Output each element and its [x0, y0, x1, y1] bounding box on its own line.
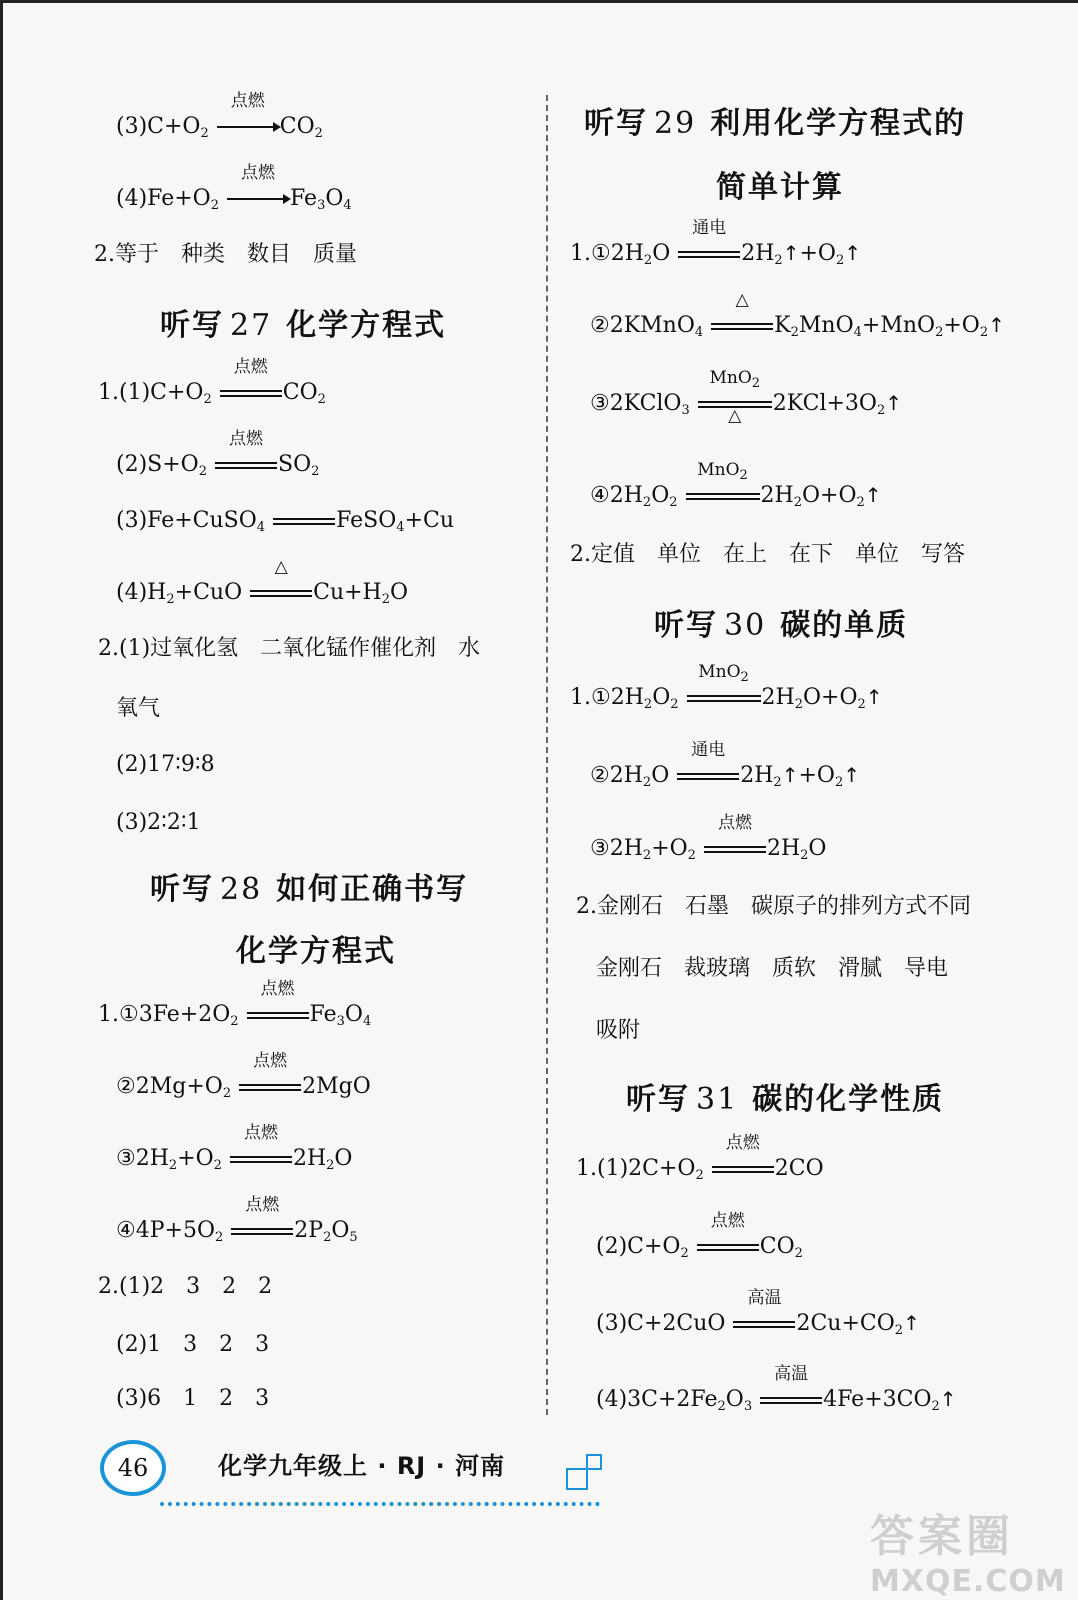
answer-line: (2)1 3 2 3	[116, 1332, 270, 1357]
equation-line: $1.①2H_2O$ 通电 $2H_2↑+O_2↑$	[570, 218, 861, 268]
answer-line: 氧气	[116, 696, 161, 721]
footer-dotted-line	[160, 1502, 600, 1506]
equation-line: $(2)C+O_2$ 点燃 $CO_2$	[596, 1211, 803, 1261]
equation-line: $1.①3Fe+2O_2$ 点燃 $Fe_3O_4$	[98, 979, 372, 1029]
section-heading-30: 听写 30 碳的单质	[654, 608, 909, 643]
page-number-badge	[100, 1440, 166, 1496]
equation-line: $1.①2H_2O_2$ MnO$_2$ $2H_2O+O_2↑$	[570, 662, 883, 712]
equation-line: $②2Mg+O_2$ 点燃 2MgO	[116, 1051, 371, 1101]
equation-line: $④4P+5O_2$ 点燃 $2P_2O_5$	[116, 1195, 358, 1245]
equation-line: (3)C+2CuO 高温 $2Cu+CO_2↑$	[596, 1288, 920, 1338]
watermark-line2: MXQE.COM	[870, 1564, 1066, 1599]
equation-line: $(4)3C+2Fe_2O_3$ 高温 $4Fe+3CO_2↑$	[596, 1364, 957, 1414]
equation-line: $(3)C+O_2$ 点燃 $CO_2$	[116, 91, 323, 141]
answer-line: 2.等于 种类 数目 质量	[94, 242, 357, 267]
answer-line: 2.(1)过氧化氢 二氧化锰作催化剂 水	[98, 636, 481, 661]
book-title: 化学九年级上 · RJ · 河南	[218, 1452, 506, 1480]
equation-line: $1.(1)2C+O_2$ 点燃 2CO	[576, 1133, 824, 1183]
equation-line: $③2H_2+O_2$ 点燃 $2H_2O$	[590, 813, 827, 863]
equation-line: $②2H_2O$ 通电 $2H_2↑+O_2↑$	[590, 740, 860, 790]
section-heading-28-line2: 化学方程式	[236, 934, 396, 969]
watermark-line1: 答案圈	[870, 1511, 1014, 1562]
equation-line: (3)Fe+CuSO$_4$ FeSO$_4$+Cu	[116, 508, 454, 535]
answer-line: 2.金刚石 石墨 碳原子的排列方式不同	[576, 894, 971, 919]
section-heading-27: 听写 27 化学方程式	[160, 308, 447, 343]
equation-line: $④2H_2O_2$ MnO$_2$ $2H_2O+O_2↑$	[590, 460, 882, 510]
equation-line: ②2KMnO$_4$ △ $K_2MnO_4+MnO_2+O_2↑$	[590, 290, 1005, 340]
answer-line: (3)6 1 2 3	[116, 1386, 270, 1411]
answer-line: 2.(1)2 3 2 2	[98, 1274, 273, 1299]
answer-line: 2.定值 单位 在上 在下 单位 写答	[570, 542, 965, 567]
footer-square-icon	[566, 1468, 588, 1490]
page-number: 46	[117, 1454, 149, 1482]
equation-line: $(4)Fe+O_2$ 点燃 $Fe_3O_4$	[116, 163, 352, 213]
watermark-logo	[870, 1500, 1066, 1599]
equation-line: $(4)H_2+CuO$ △ $Cu+H_2O$	[116, 557, 409, 607]
answer-line: 金刚石 裁玻璃 质软 滑腻 导电	[596, 956, 949, 981]
section-heading-28: 听写 28 如何正确书写	[150, 872, 469, 907]
answer-line: (2)17∶9∶8	[116, 752, 215, 777]
column-divider	[546, 95, 548, 1415]
equation-line: $1.(1)C+O_2$ 点燃 $CO_2$	[98, 357, 326, 407]
equation-line: $(2)S+O_2$ 点燃 $SO_2$	[116, 429, 320, 479]
answer-line: 吸附	[596, 1018, 641, 1043]
section-heading-31: 听写 31 碳的化学性质	[626, 1082, 945, 1117]
footer-small-square-icon	[586, 1454, 602, 1470]
section-heading-29: 听写 29 利用化学方程式的	[584, 106, 967, 141]
equation-line: $③2H_2+O_2$ 点燃 $2H_2O$	[116, 1123, 353, 1173]
section-heading-29-line2: 简单计算	[716, 170, 844, 205]
equation-line: ③2KClO$_3$ MnO$_2$ △ $2KCl+3O_2↑$	[590, 368, 902, 426]
answer-line: (3)2∶2∶1	[116, 810, 201, 835]
